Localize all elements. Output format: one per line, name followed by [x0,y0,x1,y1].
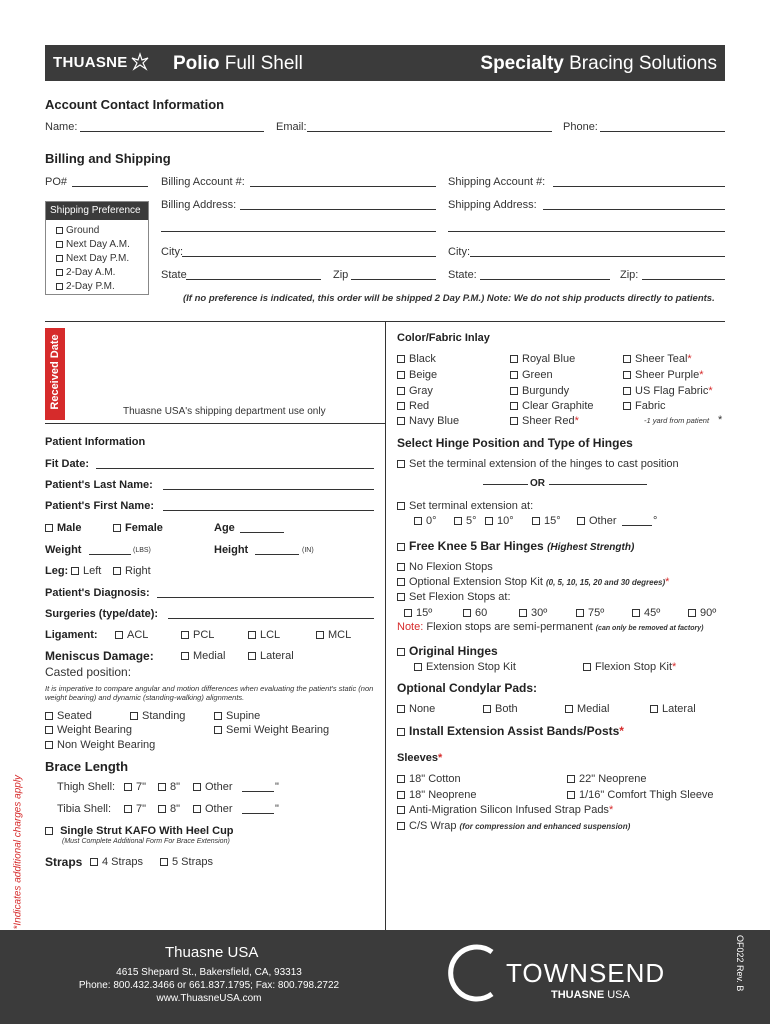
last-name-field[interactable] [163,489,374,490]
free-knee-option[interactable]: Free Knee 5 Bar Hinges (Highest Strength) [397,539,634,553]
no-flexion-option[interactable]: No Flexion Stops [397,561,493,573]
neoprene-22-checkbox[interactable] [567,775,575,783]
age-field[interactable] [240,532,284,533]
billing-zip-field[interactable] [351,279,436,280]
free-knee-checkbox[interactable] [397,543,405,551]
meniscus-medial-checkbox[interactable] [181,652,189,660]
shipping-state-field[interactable] [480,279,610,280]
color-burgundy-option[interactable]: Burgundy [510,385,569,397]
semi-weight-bearing-checkbox[interactable] [214,726,222,734]
five-straps-option[interactable]: 5 Straps [160,856,213,868]
received-date-tab: Received Date [45,328,65,420]
color-sheer-teal-checkbox[interactable] [623,355,631,363]
fit-date-label: Fit Date: [45,458,89,470]
shipping-option[interactable]: 2-Day P.M. [56,280,148,294]
or-line-right [549,484,647,485]
account-title: Account Contact Information [45,97,225,112]
flexion-degree-4-checkbox[interactable] [632,609,640,617]
terminal-degree-3-option[interactable]: 15° [532,515,561,527]
original-hinges-option[interactable]: Original Hinges [397,644,498,658]
color-red-option[interactable]: Red [397,400,429,412]
supine-option[interactable]: Supine [214,710,260,722]
acl-option[interactable]: ACL [115,629,148,641]
non-weight-bearing-checkbox[interactable] [45,741,53,749]
cotton-18-option[interactable]: 18" Cotton [397,773,461,785]
leg-right-option[interactable]: Right [113,565,151,577]
color-clear-graphite-option[interactable]: Clear Graphite [510,400,594,412]
color-beige-option[interactable]: Beige [397,369,437,381]
first-name-field[interactable] [163,510,374,511]
shipping-zip-field[interactable] [642,279,725,280]
condylar-title: Optional Condylar Pads: [397,681,538,695]
height-label: Height [214,544,249,556]
fit-date-field[interactable] [96,468,374,469]
cotton-18-checkbox[interactable] [397,775,405,783]
lcl-checkbox[interactable] [248,631,256,639]
height-unit: (IN) [302,547,314,554]
tibia-shell-label: Tibia Shell: [57,803,112,815]
thigh-inch-mark: " [275,781,279,793]
shipping-option[interactable]: 2-Day A.M. [56,266,148,280]
pcl-checkbox[interactable] [181,631,189,639]
color-royal-blue-checkbox[interactable] [510,355,518,363]
extension-assist-checkbox[interactable] [397,728,405,736]
billing-address-field-2[interactable] [161,231,436,232]
shipping-option-checkbox[interactable] [56,227,63,234]
semi-weight-bearing-option[interactable]: Semi Weight Bearing [214,724,329,736]
imperative-note: It is imperative to compare angular and motion differences when evaluating the patient's static (non weight bearing) and dynamic (standing-walking) alignments. [45,684,374,702]
pcl-option[interactable]: PCL [181,629,214,641]
first-name-label: Patient's First Name: [45,500,154,512]
four-straps-checkbox[interactable] [90,858,98,866]
thigh-7-option[interactable]: 7" [124,781,146,793]
seated-option[interactable]: Seated [45,710,92,722]
terminal-other-field[interactable] [622,525,652,526]
color-red-checkbox[interactable] [397,402,405,410]
flexion-note: Note: Flexion stops are semi-permanent (can only be removed at factory) [397,621,704,633]
ligament-label: Ligament: [45,629,98,641]
kafo-checkbox[interactable] [45,827,53,835]
condylar-medial-checkbox[interactable] [565,705,573,713]
thigh-other-field[interactable] [242,791,274,792]
no-flexion-checkbox[interactable] [397,563,405,571]
meniscus-lateral-option[interactable]: Lateral [248,650,294,662]
thigh-other-checkbox[interactable] [193,783,201,791]
form-title: Polio Full Shell [173,53,303,74]
form-code: OF022 Rev. B [735,935,745,992]
color-fabric-option[interactable]: Fabric [623,400,666,412]
footer-website[interactable]: www.ThuasneUSA.com [156,993,262,1004]
additional-charges-note: *Indicates additional charges apply [12,774,24,930]
comfort-thigh-checkbox[interactable] [567,791,575,799]
weight-label: Weight [45,544,82,556]
diagnosis-field[interactable] [157,597,374,598]
flexion-degree-3-checkbox[interactable] [576,609,584,617]
shipping-option-checkbox[interactable] [56,283,63,290]
extension-stop-kit-checkbox[interactable] [414,663,422,671]
neoprene-22-option[interactable]: 22" Neoprene [567,773,647,785]
name-label: Name: [45,121,78,133]
or-label: OR [530,478,545,489]
age-label: Age [214,522,235,534]
set-flexion-checkbox[interactable] [397,593,405,601]
flexion-degree-5-checkbox[interactable] [688,609,696,617]
header-tagline: Specialty Bracing Solutions [480,53,717,74]
color-sheer-red-checkbox[interactable] [510,417,518,425]
leg-label: Leg: [45,565,69,577]
condylar-both-checkbox[interactable] [483,705,491,713]
billing-account-label: Billing Account #: [161,176,245,188]
anti-migration-option[interactable]: Anti-Migration Silicon Infused Strap Pads* [397,804,613,816]
meniscus-medial-option[interactable]: Medial [181,650,225,662]
hinge-title: Select Hinge Position and Type of Hinges [397,436,633,450]
weight-bearing-option[interactable]: Weight Bearing [45,724,132,736]
weight-field[interactable] [89,554,131,555]
meniscus-label: Meniscus Damage: [45,649,154,663]
tibia-other-option[interactable]: Other [193,803,233,815]
condylar-lateral-option[interactable]: Lateral [650,703,696,715]
shipping-account-label: Shipping Account #: [448,176,546,188]
shipping-option[interactable]: Next Day P.M. [56,252,148,266]
mcl-checkbox[interactable] [316,631,324,639]
terminal-degree-2-checkbox[interactable] [485,517,493,525]
casted-label: Casted position: [45,665,132,679]
phone-field[interactable] [600,131,725,132]
original-hinges-checkbox[interactable] [397,648,405,656]
footer-phone: Phone: 800.432.3466 or 661.837.1795; Fax: 800.798.2722 [78,980,340,991]
extension-stop-kit-option[interactable]: Extension Stop Kit [414,661,516,673]
po-label: PO# [45,176,68,188]
standing-checkbox[interactable] [130,712,138,720]
shipping-city-label: City: [448,246,470,258]
acl-checkbox[interactable] [115,631,123,639]
terminal-other-checkbox[interactable] [577,517,585,525]
flexion-degree-0-option[interactable]: 15º [404,607,432,619]
color-green-checkbox[interactable] [510,371,518,379]
terminal-degree-2-option[interactable]: 10° [485,515,514,527]
meniscus-lateral-checkbox[interactable] [248,652,256,660]
terminal-degree-1-option[interactable]: 5° [454,515,477,527]
brand-name: THUASNE [53,54,128,71]
anti-migration-checkbox[interactable] [397,806,405,814]
cs-wrap-checkbox[interactable] [397,822,405,830]
shipping-option-checkbox[interactable] [56,241,63,248]
shipping-address-field-2[interactable] [448,231,725,232]
thigh-8-checkbox[interactable] [158,783,166,791]
color-black-option[interactable]: Black [397,353,436,365]
weight-unit: (LBS) [133,547,151,554]
billing-city-label: City: [161,246,183,258]
terminal-degree-0-option[interactable]: 0° [414,515,437,527]
five-straps-checkbox[interactable] [160,858,168,866]
color-sheer-purple-option[interactable]: Sheer Purple* [623,369,704,381]
tibia-8-checkbox[interactable] [158,805,166,813]
shipping-state-label: State: [448,269,477,281]
color-clear-graphite-checkbox[interactable] [510,402,518,410]
tibia-other-checkbox[interactable] [193,805,201,813]
flexion-stop-kit-checkbox[interactable] [583,663,591,671]
terminal-extension-checkbox[interactable] [397,502,405,510]
color-navy-blue-checkbox[interactable] [397,417,405,425]
tibia-7-option[interactable]: 7" [124,803,146,815]
condylar-lateral-checkbox[interactable] [650,705,658,713]
color-title: Color/Fabric Inlay [397,332,490,344]
kafo-option[interactable]: Single Strut KAFO With Heel Cup [45,825,234,837]
cs-wrap-option[interactable]: C/S Wrap (for compression and enhanced suspension) [397,820,630,832]
po-field[interactable] [72,186,148,187]
shipping-options-list [46,220,148,294]
color-fabric-checkbox[interactable] [623,402,631,410]
terminal-degree-3-checkbox[interactable] [532,517,540,525]
thigh-shell-label: Thigh Shell: [57,781,116,793]
optional-extension-checkbox[interactable] [397,578,405,586]
color-green-option[interactable]: Green [510,369,553,381]
flexion-degree-0-checkbox[interactable] [404,609,412,617]
kafo-note: (Must Complete Additional Form For Brace Extension) [62,838,230,845]
shipping-option[interactable]: Ground [56,224,148,238]
color-beige-checkbox[interactable] [397,371,405,379]
color-us-flag-fabric-checkbox[interactable] [623,387,631,395]
lcl-option[interactable]: LCL [248,629,280,641]
set-flexion-option[interactable]: Set Flexion Stops at: [397,591,511,603]
billing-state-field[interactable] [186,279,321,280]
leg-right-checkbox[interactable] [113,567,121,575]
last-name-label: Patient's Last Name: [45,479,153,491]
billing-state-label: State [161,269,187,281]
flexion-degree-5-option[interactable]: 90º [688,607,716,619]
footer [0,930,770,1024]
color-us-flag-fabric-option[interactable]: US Flag Fabric* [623,385,713,397]
shipping-preference-title: Shipping Preference [46,202,148,220]
leg-left-option[interactable]: Left [71,565,101,577]
townsend-logo-icon [442,942,504,1004]
color-sheer-teal-option[interactable]: Sheer Teal* [623,353,692,365]
flexion-degree-1-checkbox[interactable] [463,609,471,617]
color-burgundy-checkbox[interactable] [510,387,518,395]
header-bar [45,45,725,81]
yard-note-asterisk: * [718,414,723,426]
cast-position-checkbox[interactable] [397,460,405,468]
shipping-note: (If no preference is indicated, this order will be shipped 2 Day P.M.) Note: We do not ship products directly to patients. [183,293,715,304]
billing-account-field[interactable] [250,186,436,187]
shipping-option[interactable]: Next Day A.M. [56,238,148,252]
flexion-degree-4-option[interactable]: 45º [632,607,660,619]
terminal-other-degree: ° [653,515,658,527]
female-option[interactable]: Female [113,522,163,534]
email-label: Email: [276,121,307,133]
condylar-both-option[interactable]: Both [483,703,518,715]
comfort-thigh-option[interactable]: 1/16" Comfort Thigh Sleeve [567,789,714,801]
seated-checkbox[interactable] [45,712,53,720]
neoprene-18-checkbox[interactable] [397,791,405,799]
patient-title: Patient Information [45,436,146,448]
leg-left-checkbox[interactable] [71,567,79,575]
supine-checkbox[interactable] [214,712,222,720]
billing-title: Billing and Shipping [45,151,171,166]
surgeries-field[interactable] [168,618,374,619]
billing-zip-label: Zip [333,269,349,281]
shipping-option-checkbox[interactable] [56,255,63,262]
footer-logo-text: TOWNSEND [506,958,666,988]
shipping-preference-box [45,201,149,295]
flexion-stop-kit-option[interactable]: Flexion Stop Kit* [583,661,676,673]
thuasne-logo-icon [130,52,150,72]
terminal-other-option[interactable]: Other [577,515,617,527]
footer-company: Thuasne USA [165,944,259,961]
optional-extension-option[interactable]: Optional Extension Stop Kit (0, 5, 10, 15, 20 and 30 degrees)* [397,576,669,588]
thigh-7-checkbox[interactable] [124,783,132,791]
color-sheer-red-option[interactable]: Sheer Red* [510,415,579,427]
neoprene-18-option[interactable]: 18" Neoprene [397,789,477,801]
surgeries-label: Surgeries (type/date): [45,608,159,620]
flexion-degree-3-option[interactable]: 75º [576,607,604,619]
height-field[interactable] [255,554,299,555]
color-gray-option[interactable]: Gray [397,385,433,397]
condylar-medial-option[interactable]: Medial [565,703,609,715]
four-straps-option[interactable]: 4 Straps [90,856,143,868]
weight-bearing-checkbox[interactable] [45,726,53,734]
yard-note: -1 yard from patient [644,416,710,425]
standing-option[interactable]: Standing [130,710,185,722]
male-checkbox[interactable] [45,524,53,532]
shipping-account-field[interactable] [553,186,725,187]
phone-label: Phone: [563,121,598,133]
tibia-other-field[interactable] [242,813,274,814]
terminal-degree-0-checkbox[interactable] [414,517,422,525]
flexion-degree-2-option[interactable]: 30º [519,607,547,619]
color-gray-checkbox[interactable] [397,387,405,395]
tibia-inch-mark: " [275,803,279,815]
brace-length-title: Brace Length [45,759,129,774]
shipping-zip-label: Zip: [620,269,639,281]
straps-label: Straps [45,855,83,869]
footer-address: 4615 Shepard St., Bakersfield, CA, 93313 [116,967,302,978]
thigh-8-option[interactable]: 8" [158,781,180,793]
color-sheer-purple-checkbox[interactable] [623,371,631,379]
flexion-degree-1-option[interactable]: 60 [463,607,487,619]
color-black-checkbox[interactable] [397,355,405,363]
shipping-option-checkbox[interactable] [56,269,63,276]
shipping-address-label: Shipping Address: [448,199,537,211]
email-field[interactable] [307,131,552,132]
column-divider [385,322,386,930]
mcl-option[interactable]: MCL [316,629,351,641]
footer-logo-sub: THUASNE USA [551,989,630,1001]
condylar-none-option[interactable]: None [397,703,435,715]
shipping-city-field[interactable] [470,256,725,257]
color-navy-blue-option[interactable]: Navy Blue [397,415,459,427]
flexion-degree-2-checkbox[interactable] [519,609,527,617]
extension-assist-option[interactable]: Install Extension Assist Bands/Posts* [397,724,624,738]
color-royal-blue-option[interactable]: Royal Blue [510,353,575,365]
received-note: Thuasne USA's shipping department use only [123,406,326,417]
male-option[interactable]: Male [45,522,81,534]
female-checkbox[interactable] [113,524,121,532]
tibia-7-checkbox[interactable] [124,805,132,813]
cast-position-option[interactable]: Set the terminal extension of the hinges to cast position [397,458,679,470]
terminal-extension-option[interactable]: Set terminal extension at: [397,500,533,512]
condylar-none-checkbox[interactable] [397,705,405,713]
diagnosis-label: Patient's Diagnosis: [45,587,150,599]
billing-address-field[interactable] [240,209,436,210]
name-field[interactable] [80,131,264,132]
tibia-8-option[interactable]: 8" [158,803,180,815]
non-weight-bearing-option[interactable]: Non Weight Bearing [45,739,155,751]
received-divider [45,423,385,424]
sleeves-title: Sleeves* [397,752,443,764]
shipping-address-field[interactable] [543,209,725,210]
terminal-degree-1-checkbox[interactable] [454,517,462,525]
thigh-other-option[interactable]: Other [193,781,233,793]
or-line-left [483,484,528,485]
billing-address-label: Billing Address: [161,199,237,211]
billing-city-field[interactable] [182,256,436,257]
